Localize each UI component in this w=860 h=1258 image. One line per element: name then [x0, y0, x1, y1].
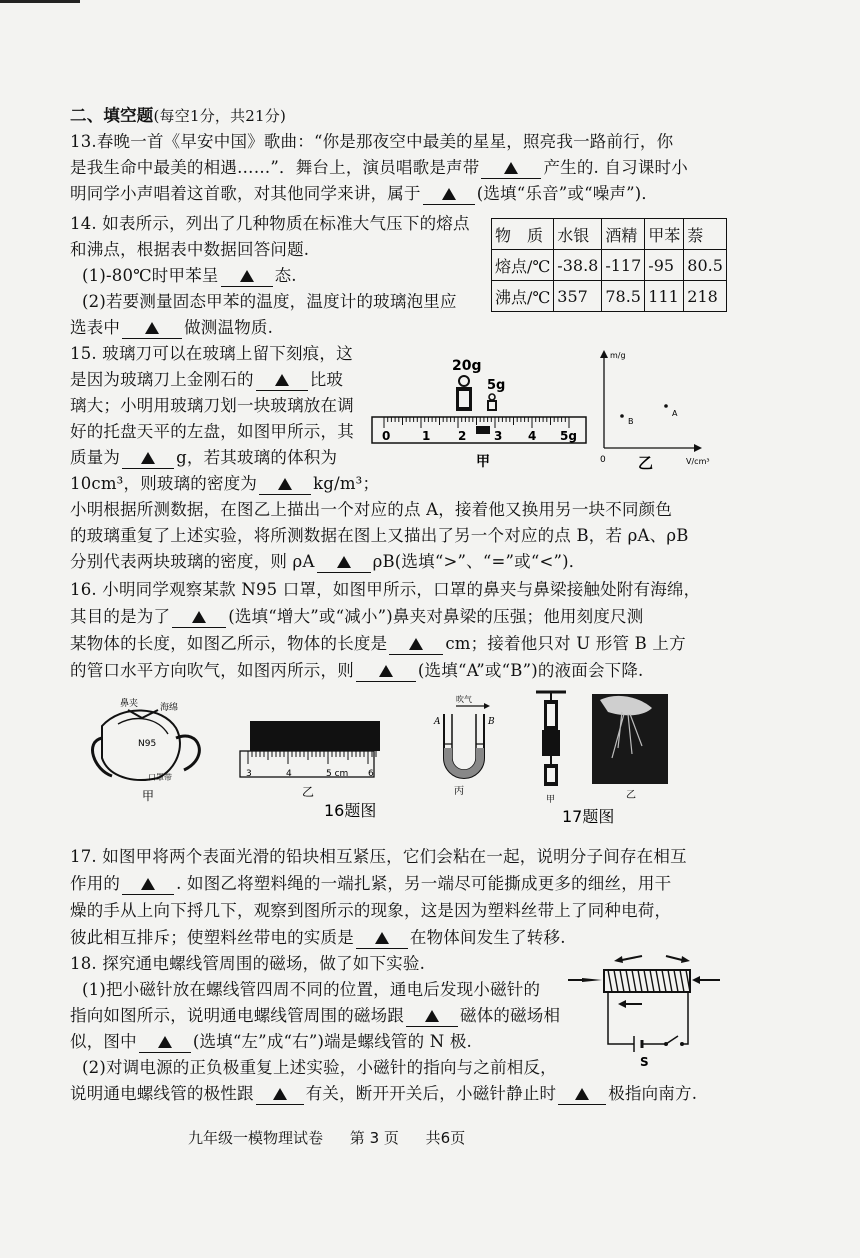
tick-label: 1	[422, 429, 431, 443]
table-cell: 218	[684, 281, 727, 312]
coil-winding	[626, 970, 630, 992]
q15-line-8: 的玻璃重复了上述实验，将所测数据在图上又描出了另一个对应的点 B，若 ρA、ρB	[70, 526, 689, 545]
q14-text-5a: 选表中	[70, 318, 121, 337]
q15-line-9	[70, 552, 585, 573]
figure-17-label-jia: 甲	[546, 795, 556, 805]
answer-blank	[406, 1006, 458, 1027]
table-cell: 沸点/℃	[492, 281, 554, 312]
point-b	[620, 414, 624, 418]
triangle-icon	[275, 374, 289, 386]
table-row	[492, 219, 727, 250]
q16-q17-figures	[72, 688, 712, 828]
table-cell: 357	[554, 281, 602, 312]
q14-text-3b: 态.	[274, 266, 297, 285]
q18-line-5: (2)对调电源的正负极重复上述实验，小磁针的指向与之前相反，	[82, 1058, 557, 1077]
coil-winding	[620, 970, 624, 992]
triangle-icon	[442, 188, 456, 200]
page-footer	[188, 1127, 487, 1148]
q16-text-4b: (选填“A”或“B”)的液面会下降.	[417, 661, 644, 680]
compass-needle-icon	[666, 956, 682, 960]
answer-blank	[317, 552, 371, 573]
q17-line-3: 燥的手从上向下捋几下，观察到图所示的现象，这是因为塑料丝带上了同种电荷，	[70, 901, 672, 920]
weight-20g-label: 20g	[452, 358, 482, 374]
q14-line-1: 14. 如表所示，列出了几种物质在标准大气压下的熔点	[70, 214, 470, 233]
q14-text-3a: (1)-80℃时甲苯呈	[82, 266, 219, 285]
coil-winding	[656, 970, 660, 992]
q18-text-6a: 说明通电螺线管的极性跟	[70, 1084, 254, 1103]
compass-needle-icon	[582, 978, 602, 982]
figure-label-yi: 乙	[302, 785, 315, 799]
figure-17-caption: 17题图	[562, 807, 615, 826]
triangle-icon	[240, 270, 254, 282]
q17-text-2b: . 如图乙将塑料绳的一端扎紧，另一端尽可能撕成更多的细丝，用干	[176, 874, 672, 893]
table-row	[492, 250, 727, 281]
q18-line-1: 18. 探究通电螺线管周围的磁场，做了如下实验.	[70, 954, 426, 973]
weight-20g-icon	[456, 376, 472, 411]
tick-label: 4	[528, 429, 537, 443]
table-cell: 111	[645, 281, 684, 312]
point-a	[664, 404, 668, 408]
q14-line-2: 和沸点，根据表中数据回答问题.	[70, 240, 310, 259]
coil-winding	[650, 970, 654, 992]
answer-blank	[558, 1084, 606, 1105]
figure-label-yi: 乙	[638, 454, 654, 472]
q16-text-3a: 某物体的长度，如图乙所示，物体的长度是	[70, 634, 388, 653]
q15-text-5a: 质量为	[70, 448, 121, 467]
compass-needle-icon	[622, 956, 642, 960]
origin-label: 0	[600, 455, 606, 465]
table-cell: -38.8	[554, 250, 602, 281]
table-cell: 78.5	[602, 281, 645, 312]
q13-line-2	[70, 158, 688, 179]
coil-winding	[680, 970, 684, 992]
q16-line-3	[70, 634, 686, 655]
answer-blank	[389, 634, 443, 655]
q15-line-4: 好的托盘天平的左盘，如图甲所示，其	[70, 422, 354, 441]
triangle-icon	[141, 878, 155, 890]
answer-blank	[356, 928, 408, 949]
q17-line-4	[70, 928, 566, 949]
triangle-icon	[425, 1010, 439, 1022]
answer-blank	[139, 1032, 191, 1053]
q18-text-4a: 似，图中	[70, 1032, 137, 1051]
footer-page-number: 第 3 页	[349, 1129, 399, 1147]
q13-text-3b: (选填“乐音”或“噪声”)．	[476, 184, 659, 203]
q14-text-5b: 做测温物质.	[184, 318, 274, 337]
q15-line-6	[70, 474, 379, 495]
triangle-icon	[409, 638, 423, 650]
switch-icon	[664, 1042, 668, 1046]
table-row	[492, 281, 727, 312]
table-cell: 甲苯	[645, 219, 684, 250]
substance-table	[491, 218, 727, 312]
rider-icon	[476, 426, 490, 434]
triangle-icon	[192, 611, 206, 623]
coil-winding	[668, 970, 672, 992]
q17-text-2a: 作用的	[70, 874, 121, 893]
answer-blank	[256, 1084, 304, 1105]
q18-line-2: (1)把小磁针放在螺线管四周不同的位置，通电后发现小磁针的	[82, 980, 541, 999]
x-axis-label: V/cm³	[686, 457, 710, 466]
answer-blank	[122, 448, 174, 469]
triangle-icon	[145, 322, 159, 334]
table-cell: 萘	[684, 219, 727, 250]
q13-line-3	[70, 184, 658, 205]
coil-winding	[644, 970, 648, 992]
triangle-icon	[273, 1088, 287, 1100]
coil-winding	[632, 970, 636, 992]
triangle-icon	[575, 1088, 589, 1100]
table-cell: 物 质	[492, 219, 554, 250]
scan-edge-mark	[0, 0, 80, 3]
q18-line-6	[70, 1084, 697, 1105]
figure-label-jia: 甲	[476, 454, 490, 470]
q15-text-2a: 是因为玻璃刀上金刚石的	[70, 370, 254, 389]
figure-label-jia: 甲	[142, 789, 155, 803]
q17-text-4a: 彼此相互排斥；使塑料丝带电的实质是	[70, 928, 354, 947]
q15-line-2	[70, 370, 343, 391]
table-cell: -95	[645, 250, 684, 281]
section-note: (每空1分，共21分)	[153, 107, 287, 125]
y-axis-label: m/g	[610, 351, 626, 360]
coil-winding	[674, 970, 678, 992]
q13-text-2b: 产生的. 自习课时小	[543, 158, 688, 177]
q16-text-2a: 其目的是为了	[70, 607, 171, 626]
mask-n95-label: N95	[138, 739, 157, 749]
measured-object	[250, 721, 380, 751]
q15-text-5b: g，若其玻璃的体积为	[176, 448, 338, 467]
answer-blank	[481, 158, 541, 179]
q16-text-3b: cm；接着他只对 U 形管 B 上方	[445, 634, 686, 653]
coil-winding	[638, 970, 642, 992]
q18-text-3a: 指向如图所示，说明通电螺线管周围的磁场跟	[70, 1006, 404, 1025]
table-cell: 酒精	[602, 219, 645, 250]
q16-text-2b: (选填“增大”或“减小”)鼻夹对鼻梁的压强；他用刻度尺测	[228, 607, 644, 626]
triangle-icon	[141, 452, 155, 464]
footer-paper-title: 九年级一模物理试卷	[188, 1129, 324, 1147]
figure-label-bing: 丙	[454, 786, 464, 797]
ruler-ticks	[248, 751, 376, 764]
figure-16-caption: 16题图	[324, 801, 377, 820]
mask-nose-label: 鼻夹	[120, 699, 139, 709]
u-tube-figure	[444, 703, 490, 778]
q14-line-3	[82, 266, 297, 287]
section-title: 二、填空题	[70, 106, 154, 125]
weight-5g-icon	[487, 394, 497, 411]
q17-line-2	[70, 874, 671, 895]
q13-text-2a: 是我生命中最美的相遇……”．舞台上，演员唱歌是声带	[70, 158, 480, 177]
ruler-tick-label: 4	[286, 769, 292, 779]
q15-text-2b: 比玻	[309, 370, 344, 389]
triangle-icon	[375, 932, 389, 944]
answer-blank	[259, 474, 311, 495]
answer-blank	[122, 318, 182, 339]
q18-text-3b: 磁体的磁场相	[460, 1006, 561, 1025]
figure-17-label-yi: 乙	[626, 790, 636, 801]
q13-line-1: 13.春晚一首《早安中国》歌曲：“你是那夜空中最美的星星，照亮我一路前行，你	[70, 132, 674, 151]
lead-blocks-figure	[536, 692, 566, 786]
table-cell: -117	[602, 250, 645, 281]
weight-5g-label: 5g	[487, 378, 506, 393]
q15-text-6b: kg/m³；	[313, 474, 380, 493]
q15-text-9a: 分别代表两块玻璃的密度，则 ρA	[70, 552, 315, 571]
ruler-tick-label: 3	[246, 769, 252, 779]
section-heading	[70, 106, 286, 126]
ruler-tick-label: 6	[368, 769, 374, 779]
q15-figure	[366, 344, 726, 474]
triangle-icon	[158, 1036, 172, 1048]
q15-line-7: 小明根据所测数据，在图乙上描出一个对应的点 A，接着他又换用另一块不同颜色	[70, 500, 673, 519]
mask-sponge-label: 海绵	[160, 703, 179, 713]
triangle-icon	[504, 162, 518, 174]
answer-blank	[356, 661, 416, 682]
table-cell: 熔点/℃	[492, 250, 554, 281]
answer-blank	[256, 370, 308, 391]
q17-text-4b: 在物体间发生了转移.	[409, 928, 566, 947]
answer-blank	[122, 874, 174, 895]
plastic-strands-photo	[592, 694, 668, 784]
triangle-icon	[379, 665, 393, 677]
footer-total-pages: 共6页	[425, 1129, 466, 1147]
tick-label: 2	[458, 429, 467, 443]
coil-windings	[608, 970, 690, 992]
answer-blank	[172, 607, 226, 628]
q18-line-3	[70, 1006, 560, 1027]
tick-label: 5g	[560, 429, 577, 443]
q15-text-6a: 10cm³，则玻璃的密度为	[70, 474, 258, 493]
q13-text-3a: 明同学小声唱着这首歌，对其他同学来讲，属于	[70, 184, 421, 203]
q16-line-2	[70, 607, 643, 628]
ruler-tick-label: 5 cm	[326, 769, 349, 779]
circuit-wire	[608, 992, 688, 1044]
triangle-icon	[278, 478, 292, 490]
q18-text-6b: 有关，断开开关后，小磁针静止时	[305, 1084, 557, 1103]
tube-a-label: A	[434, 717, 441, 727]
solenoid-figure	[568, 952, 728, 1068]
q15-line-1: 15. 玻璃刀可以在玻璃上留下刻痕，这	[70, 344, 353, 363]
q18-line-4	[70, 1032, 472, 1053]
coil-winding	[662, 970, 666, 992]
q16-text-4a: 的管口水平方向吹气，如图丙所示，则	[70, 661, 354, 680]
point-b-label: B	[628, 417, 634, 426]
q14-line-4: (2)若要测量固态甲苯的温度，温度计的玻璃泡里应	[82, 292, 457, 311]
q14-line-5	[70, 318, 273, 339]
compass-needle-icon	[692, 976, 700, 984]
q17-line-1: 17. 如图甲将两个表面光滑的铅块相互紧压，它们会粘在一起，说明分子间存在相互	[70, 847, 687, 866]
coil-winding	[608, 970, 612, 992]
q18-text-6c: 极指向南方.	[608, 1084, 698, 1103]
coil-winding	[614, 970, 618, 992]
q15-line-5	[70, 448, 337, 469]
y-axis-arrow-icon	[600, 350, 608, 358]
table-cell: 80.5	[684, 250, 727, 281]
x-axis-arrow-icon	[694, 444, 702, 452]
table-cell: 水银	[554, 219, 602, 250]
q16-line-4	[70, 661, 643, 682]
answer-blank	[221, 266, 273, 287]
triangle-icon	[337, 556, 351, 568]
tick-label: 3	[494, 429, 503, 443]
q15-text-9b: ρB(选填“>”、“=”或“<”)．	[372, 552, 586, 571]
answer-blank	[423, 184, 475, 205]
q15-line-3: 璃大；小明用玻璃刀划一块玻璃放在调	[70, 396, 354, 415]
q16-line-1: 16. 小明同学观察某款 N95 口罩，如图甲所示，口罩的鼻夹与鼻梁接触处附有海绵，	[70, 580, 701, 599]
point-a-label: A	[672, 409, 678, 418]
switch-label: S	[640, 1055, 649, 1068]
mask-strap-label: 口罩带	[148, 773, 172, 782]
q18-text-4b: (选填“左”成“右”)端是螺线管的 N 极.	[192, 1032, 473, 1051]
tick-label: 0	[382, 429, 391, 443]
tube-b-label: B	[488, 717, 495, 727]
blow-label: 吹气	[456, 695, 472, 704]
